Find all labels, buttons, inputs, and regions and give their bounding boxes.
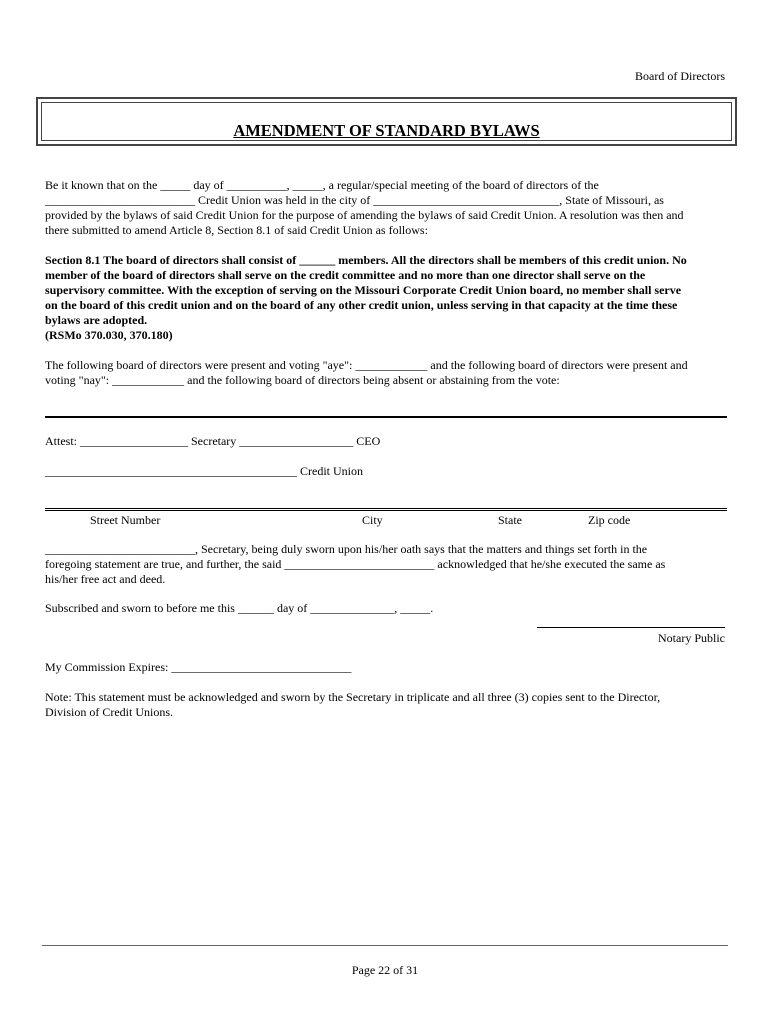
section-statute-citation: (RSMo 370.030, 370.180) [45,328,173,342]
document-title: AMENDMENT OF STANDARD BYLAWS [233,121,540,140]
street-number-label: Street Number [90,513,161,527]
section-line-3: supervisory committee. With the exception of serving on the Missouri Corporate Credit Union board, no member shall serve [45,283,682,297]
section-line-1: Section 8.1 The board of directors shall consist of ______ members. All the directors shall be members of this credit union. No [45,253,687,267]
page-number: Page 22 of 31 [351,963,419,977]
divider-rule [45,416,727,418]
section-line-2: member of the board of directors shall serve on the credit committee and no more than one director shall serve on the [45,268,646,282]
intro-line-1: Be it known that on the _____ day of __________, _____, a regular/special meeting of the board of directors of the [45,178,599,192]
voting-line-2: voting "nay": ____________ and the following board of directors being absent or abstaining from the vote: [45,373,560,387]
notary-signature-line [537,627,725,628]
voting-line-1: The following board of directors were present and voting "aye": ____________ and the following board of directors were present and [45,358,688,372]
intro-line-3: provided by the bylaws of said Credit Union for the purpose of amending the bylaws of said Credit Union. A resolution was then and [45,208,684,222]
oath-line-2: foregoing statement are true, and further, the said _________________________ acknowledged that he/she executed the same as [45,557,666,571]
address-rule [45,508,727,511]
note-line-1: Note: This statement must be acknowledged and sworn by the Secretary in triplicate and all three (3) copies sent to the Director, [45,690,661,704]
subscribed-line: Subscribed and sworn to before me this ______ day of ______________, _____. [45,601,434,615]
section-line-5: bylaws are adopted. [45,313,148,327]
oath-line-3: his/her free act and deed. [45,572,166,586]
city-label: City [362,513,383,527]
header-label: Board of Directors [635,69,725,83]
oath-line-1: _________________________, Secretary, being duly sworn upon his/her oath says that the matters and things set forth in the [45,542,648,556]
commission-expires-line: My Commission Expires: ______________________________ [45,660,352,674]
attest-line: Attest: __________________ Secretary ___________________ CEO [45,434,381,448]
intro-line-4: there submitted to amend Article 8, Section 8.1 of said Credit Union as follows: [45,223,428,237]
section-line-4: on the board of this credit union and on the board of any other credit union, unless serving in that capacity at the time these [45,298,678,312]
note-line-2: Division of Credit Unions. [45,705,173,719]
notary-public-label: Notary Public [658,631,725,645]
intro-line-2: _________________________ Credit Union was held in the city of _______________________________, State of Missouri, as [45,193,664,207]
zip-code-label: Zip code [588,513,631,527]
state-label: State [498,513,522,527]
footer-rule [42,945,728,946]
credit-union-line: __________________________________________ Credit Union [45,464,363,478]
title-box [36,97,737,146]
